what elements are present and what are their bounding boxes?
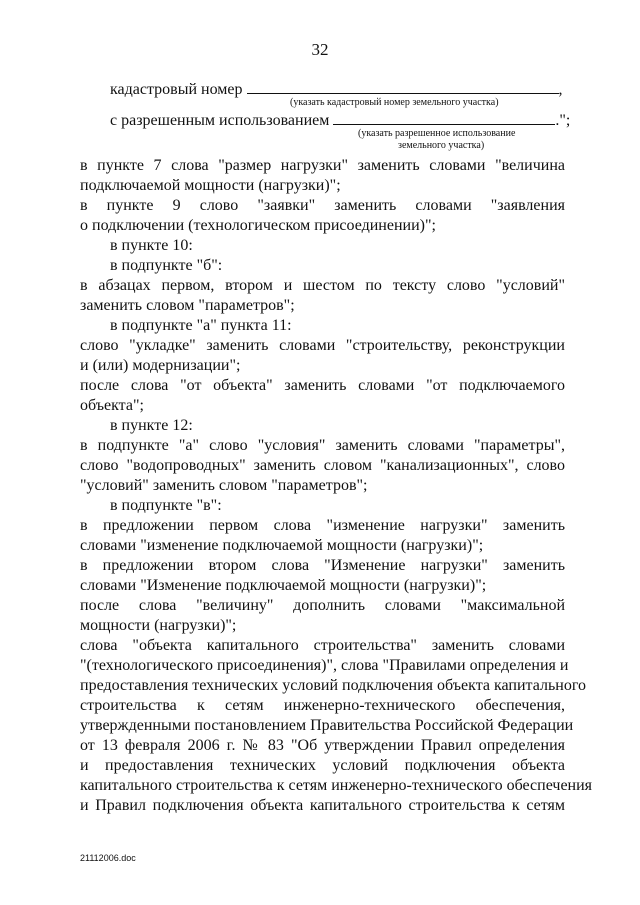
- permitted-use-tail: .";: [555, 112, 571, 129]
- text-line: капитального строительства к сетям инженерно-технического обеспечения: [80, 777, 593, 794]
- cadastral-caption: (указать кадастровый номер земельного участка): [290, 97, 499, 108]
- text-line: после слова "от объекта" заменить словами "от подключаемого: [80, 377, 565, 394]
- cadastral-label: кадастровый номер: [110, 81, 243, 98]
- text-line: объекта";: [80, 397, 144, 414]
- text-line: слова "объекта капитального строительства" заменить словами: [80, 637, 565, 654]
- text-line: словами "изменение подключаемой мощности (нагрузки)";: [80, 537, 484, 554]
- text-line: "условий" заменить словом "параметров";: [80, 477, 368, 494]
- cadastral-blank: [247, 80, 559, 94]
- permitted-use-caption-1: (указать разрешенное использование: [358, 128, 516, 139]
- permitted-use-label: с разрешенным использованием: [110, 112, 330, 129]
- text-line: в пункте 10:: [110, 237, 193, 254]
- text-line: предоставления технических условий подключения объекта капитального: [80, 677, 586, 694]
- text-line: утвержденными постановлением Правительства Российской Федерации: [80, 717, 574, 734]
- footer-filename: 21112006.doc: [80, 853, 136, 863]
- text-line: строительства к сетям инженерно-технического обеспечения,: [80, 697, 565, 714]
- text-line: и Правил подключения объекта капитального строительства к сетям: [80, 797, 565, 814]
- text-line: после слова "величину" дополнить словами "максимальной: [80, 597, 565, 614]
- permitted-use-blank: [333, 111, 555, 125]
- text-line: в подпункте "а" пункта 11:: [110, 317, 292, 334]
- text-line: слово "водопроводных" заменить словом "канализационных", слово: [80, 457, 565, 474]
- text-line: о подключении (технологическом присоединении)";: [80, 217, 436, 234]
- text-line: подключаемой мощности (нагрузки)";: [80, 177, 341, 194]
- text-line: от 13 февраля 2006 г. № 83 "Об утверждении Правил определения: [80, 737, 565, 754]
- text-line: в пункте 12:: [110, 417, 193, 434]
- text-line: мощности (нагрузки)";: [80, 617, 237, 634]
- text-line: в подпункте "в":: [110, 497, 222, 514]
- text-line: и (или) модернизации";: [80, 357, 241, 374]
- text-line: и предоставления технических условий подключения объекта: [80, 757, 565, 774]
- page-number: 32: [311, 40, 329, 59]
- permitted-use-caption-2: земельного участка): [398, 140, 485, 151]
- text-line: в пункте 9 слово "заявки" заменить словами "заявления: [80, 197, 565, 214]
- text-line: в абзацах первом, втором и шестом по тексту слово "условий": [80, 277, 565, 294]
- text-line: заменить словом "параметров";: [80, 297, 295, 314]
- text-line: в подпункте "б":: [110, 257, 223, 274]
- text-line: слово "укладке" заменить словами "строительству, реконструкции: [80, 337, 565, 354]
- text-line: в предложении втором слова "Изменение нагрузки" заменить: [80, 557, 565, 574]
- text-line: в пункте 7 слова "размер нагрузки" заменить словами "величина: [80, 157, 565, 174]
- text-line: в подпункте "а" слово "условия" заменить словами "параметры",: [80, 437, 565, 454]
- text-line: "(технологического присоединения)", слова "Правилами определения и: [80, 657, 569, 674]
- text-line: в предложении первом слова "изменение нагрузки" заменить: [80, 517, 565, 534]
- cadastral-tail: ,: [558, 81, 563, 98]
- text-line: словами "Изменение подключаемой мощности (нагрузки)";: [80, 577, 487, 594]
